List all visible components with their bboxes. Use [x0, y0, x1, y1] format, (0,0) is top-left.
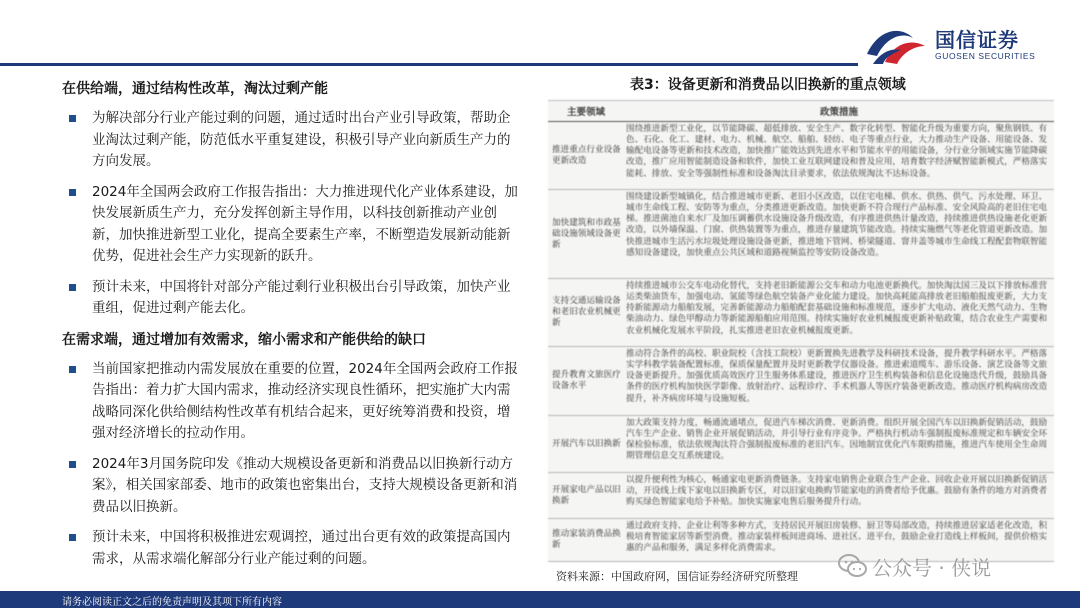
bullet-text: 2024年3月国务院印发《推动大规模设备更新和消费品以旧换新行动方案》，相关国家部委、地市的政策也密集出台，支持大规模设备更新和消费品以旧换新。	[92, 455, 518, 515]
supply-bullet	[62, 277, 522, 320]
row-area: 推动家装消费品换新	[552, 529, 621, 550]
bullet-text: 为解决部分行业产能过剩的问题，通过适时出台产业引导政策，帮助企业淘汰过剩产能，防范低水平重复建设，积极引导产业向新质生产力的方向发展。	[92, 110, 511, 169]
table-row	[548, 122, 1054, 190]
row-policy: 持续推进城市公交车电动化替代，支持老旧新能源公交车和动力电池更新换代。加快淘汰国三及以下排放标准营运类柴油货车，加强电动、氢能等绿色航空装备产业化能力建设。加快高耗能高排放老旧船舶报废更新，大力支持新能源动力船舶发展，完善新能源动力船舶配套基础设施和标准规范，逐步扩大电动、液化天然气动力、生物柴油动力、绿色甲醇动力等新能源船舶应用范围。持续实施好农业机械报废更新补贴政策，结合农业生产需要和农业机械化发展水平阶段，扎实推进老旧农业机械报废更新。	[626, 281, 1048, 336]
supply-bullet	[62, 108, 522, 173]
table-row	[548, 473, 1054, 519]
bullet-square-icon	[69, 115, 76, 122]
footer-bar	[0, 591, 1080, 608]
bullet-square-icon	[69, 284, 76, 291]
row-policy: 推动符合条件的高校、职业院校（含技工院校）更新置换先进教学及科研技术设备，提升教学科研水平。严格落实学科教学装备配置标准，保质保量配置并及时更新教学仪器设备。推进索道缆车、游乐设备、演艺设备等文旅设备更新提升。加强优质高效医疗卫生服务体系建设，推进医疗卫生机构装备和信息化设施迭代升级，鼓励具备条件的医疗机构加快医学影像、放射治疗、远程诊疗、手术机器人等医疗装备更新改造。推动医疗机构病房改造提升，补齐病房环境与设施短板。	[626, 349, 1048, 404]
row-policy: 加大政策支持力度，畅通流通堵点，促进汽车梯次消费、更新消费。组织开展全国汽车以旧换新促销活动，鼓励汽车生产企业、销售企业开展促销活动，并引导行业有序竞争。严格执行机动车强制报废标准规定和车辆安全环保检验标准，依法依规淘汰符合强制报废标准的老旧汽车。因地制宜优化汽车限购措施，推进汽车使用全生命周期管理信息交互系统建设。	[626, 418, 1048, 462]
demand-bullet	[62, 359, 522, 445]
row-area: 开展汽车以旧换新	[552, 438, 621, 449]
watermark-text: 公众号 · 侠说	[872, 556, 992, 580]
row-area: 提升教育文旅医疗设备水平	[552, 370, 621, 391]
row-area: 推进重点行业设备更新改造	[552, 144, 621, 166]
bullet-text: 当前国家把推动内需发展放在重要的位置，2024年全国两会政府工作报告指出：着力扩大国内需求，推动经济实现良性循环，把实施扩大内需战略同深化供给侧结构性改革有机结合起来，更好统筹消费和投资，增强对经济增长的拉动作用。	[92, 360, 518, 441]
bullet-text: 预计未来，中国将积极推进宏观调控，通过出台更有效的政策提高国内需求，从需求端化解部分行业产能过剩的问题。	[92, 529, 511, 567]
bullet-text: 2024年全国两会政府工作报告指出：大力推进现代化产业体系建设，加快发展新质生产力，充分发挥创新主导作用，以科技创新推动产业创新，加快推进新型工业化，提高全要素生产率，不断塑造发展新动能新优势，促进社会生产力实现新的跃升。	[92, 183, 518, 264]
guosen-logo-icon	[865, 24, 927, 66]
bullet-text: 预计未来，中国将针对部分产能过剩行业积极出台引导政策，加快产业重组，促进过剩产能去化。	[92, 278, 511, 316]
row-area: 开展家电产品以旧换新	[552, 484, 621, 506]
column-header-policy: 政策措施	[819, 107, 858, 118]
demand-bullet	[62, 454, 522, 519]
header-rule	[0, 63, 858, 66]
table-row	[548, 279, 1054, 347]
row-policy: 以提升便利性为核心，畅通家电更新消费链条。支持家电销售企业联合生产企业、回收企业开展以旧换新促销活动，开设线上线下家电以旧换新专区，对以旧家电换购节能家电的消费者给予优惠。鼓励有条件的地方对消费者购买绿色智能家电给予补贴。加快实施家电售后服务提升行动。	[626, 475, 1048, 508]
table-row	[548, 190, 1054, 279]
supply-heading: 在供给端，通过结构性改革，淘汰过剩产能	[62, 81, 328, 97]
row-area: 加快建筑和市政基础设施领域设备更新	[552, 217, 621, 250]
row-area: 支持交通运输设备和老旧农业机械更新	[552, 296, 621, 328]
logo-english-name: GUOSEN SECURITIES	[935, 51, 1036, 61]
demand-heading: 在需求端，通过增加有效需求，缩小需求和产能供给的缺口	[62, 331, 426, 348]
table-title: 表3：设备更新和消费品以旧换新的重点领域	[630, 77, 906, 93]
logo-chinese-name: 国信证券	[935, 28, 1019, 52]
bullet-square-icon	[69, 534, 76, 541]
table-row	[548, 347, 1054, 416]
bullet-square-icon	[69, 461, 76, 468]
left-column	[62, 76, 522, 579]
bullet-square-icon	[69, 189, 76, 196]
watermark	[838, 550, 1058, 584]
column-header-area: 主要领域	[566, 107, 605, 118]
disclaimer-text: 请务必阅读正文之后的免责声明及其项下所有内容	[62, 597, 282, 608]
row-policy: 围绕建设新型城镇化，结合推进城市更新、老旧小区改造，以住宅电梯、供水、供热、供气、污水处理、环卫、城市生命线工程、安防等为重点，分类推进更新改造。加快更新不符合现行产品标准、安全风险高的老旧住宅电梯。推进菌池自来水厂及加压调蓄供水设施设备升级改造，有序推进供热计量改造，持续推进供热设施老化更新改造，以外墙保温、门窗、供热装置等为重点，推进存量建筑节能改造。持续实施燃气等老化管道更新改造。加快推进城市生活污水垃圾处理设施设备更新，推进地下管网、桥梁隧道、窨井盖等城市生命线工程配套物联智能感知设备建设，加快重点公共区域和道路视频监控等安防设备改造。	[626, 192, 1048, 258]
wechat-icon	[838, 553, 868, 579]
table-header	[548, 101, 1054, 122]
policy-table	[548, 100, 1054, 561]
table-row	[548, 416, 1054, 473]
bullet-square-icon	[69, 366, 76, 373]
row-policy: 通过政府支持、企业让利等多种方式，支持居民开展旧房装修、厨卫等局部改造，持续推进居家适老化改造，积极培育智能家居等新型消费。推动家装样板间进商场、进社区、进平台，鼓励企业打造线上样板间，提供价格实惠的产品和服务，满足多样化消费需求。	[626, 521, 1048, 554]
row-policy: 围绕推进新型工业化，以节能降碳、超低排放、安全生产、数字化转型、智能化升级为重要方向，聚焦钢铁、有色、石化、化工、建材、电力、机械、航空、船舶、轻纺、电子等重点行业，大力推动生产设备、用能设备、发输配电设备等更新和技术改造，加快推广能效达到先进水平和节能水平的用能设备，分行业分领域实施节能降碳改造，推广应用智能制造设备和软件，加快工业互联网建设和普及应用，培育数字经济赋智能新模式，严格落实能耗、排放、安全等强制性标准和设备淘汰目录要求，依法依规淘汰不达标设备。	[626, 124, 1048, 179]
table-source: 资料来源：中国政府网，国信证券经济研究所整理	[556, 570, 798, 583]
demand-bullet	[62, 527, 522, 570]
supply-bullet	[62, 182, 522, 268]
guosen-logo	[865, 20, 1065, 68]
